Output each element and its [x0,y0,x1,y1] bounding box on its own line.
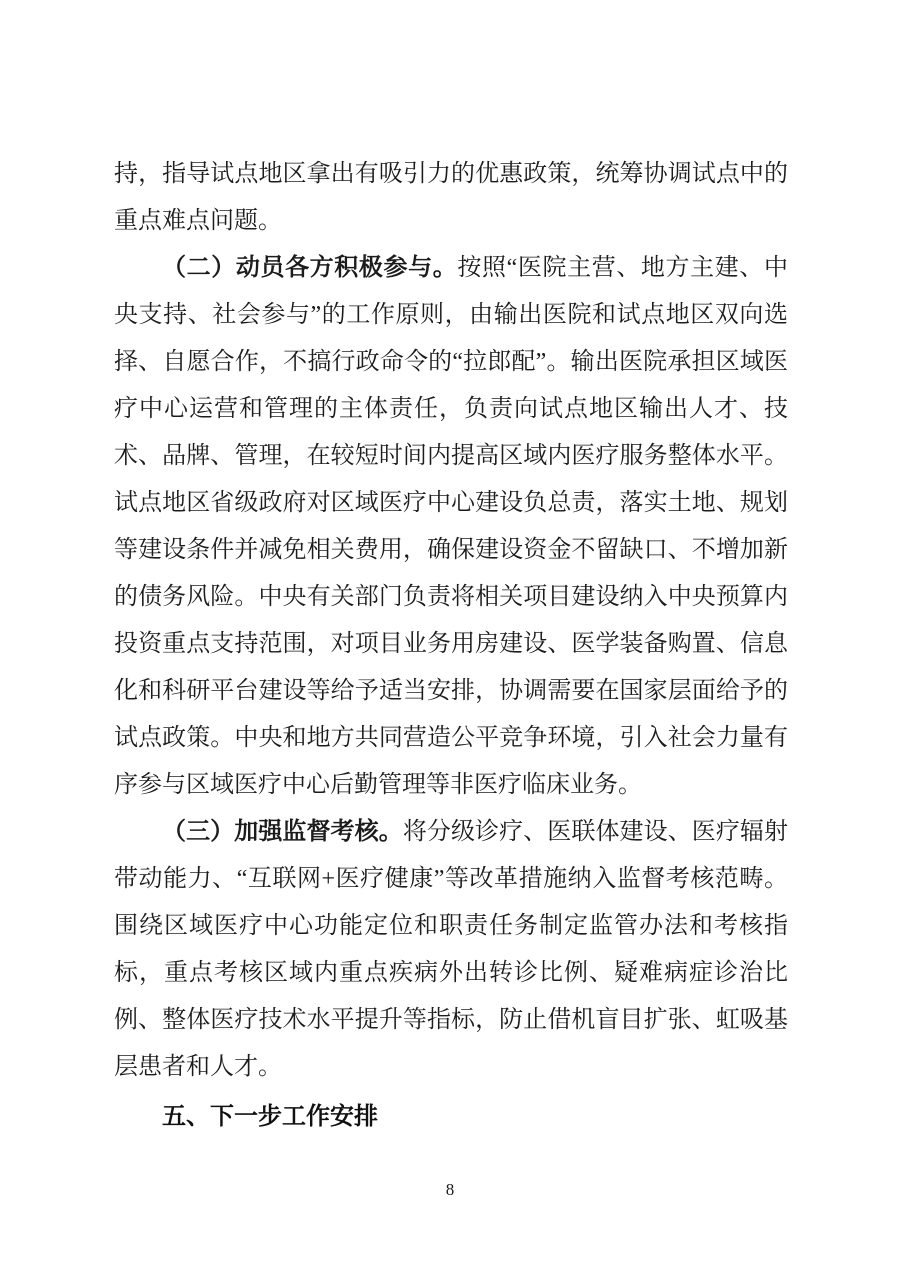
paragraph-section-three [114,809,788,1091]
section-heading-five: 五、下一步工作安排 [162,1103,378,1130]
paragraph-section-two [114,245,788,809]
section-two-lead: （二）动员各方积极参与。 [162,255,458,281]
document-body [114,151,788,1140]
paragraph-continuation: 持，指导试点地区拿出有吸引力的优惠政策，统筹协调试点中的重点难点问题。 [114,161,788,234]
section-three-lead: （三）加强监督考核。 [162,819,403,845]
section-two-body: 按照“医院主营、地方主建、中央支持、社会参与”的工作原则，由输出医院和试点地区双向选择、自愿合作，不搞行政命令的“拉郎配”。输出医院承担区域医疗中心运营和管理的主体责任，负责向试点地区输出人才、技术、品牌、管理，在较短时间内提高区域内医疗服务整体水平。试点地区省级政府对区域医疗中心建设负总责，落实土地、规划等建设条件并减免相关费用，确保建设资金不留缺口、不增加新的债务风险。中央有关部门负责将相关项目建设纳入中央预算内投资重点支持范围，对项目业务用房建设、医学装备购置、信息化和科研平台建设等给予适当安排，协调需要在国家层面给予的试点政策。中央和地方共同营造公平竞争环境，引入社会力量有序参与区域医疗中心后勤管理等非医疗临床业务。 [114,255,789,798]
page-number: 8 [445,1180,455,1199]
section-three-body: 将分级诊疗、医联体建设、医疗辐射带动能力、“互联网+医疗健康”等改革措施纳入监督考核范畴。围绕区域医疗中心功能定位和职责任务制定监管办法和考核指标，重点考核区域内重点疾病外出转诊比例、疑难病症诊治比例、整体医疗技术水平提升等指标，防止借机盲目扩张、虹吸基层患者和人才。 [114,819,789,1080]
page-footer [0,1180,900,1200]
